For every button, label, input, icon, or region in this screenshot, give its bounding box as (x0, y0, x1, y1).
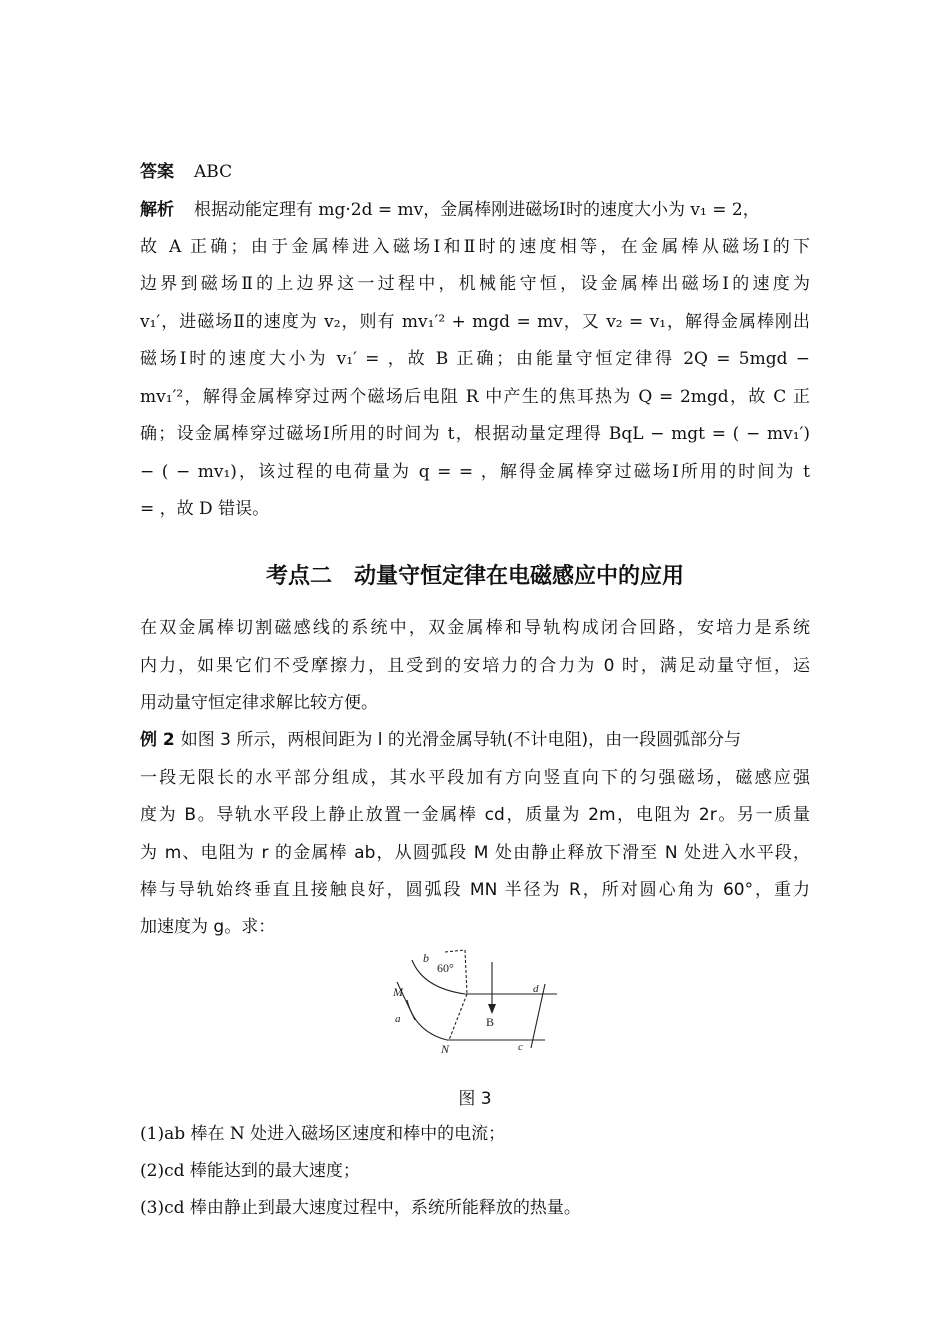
example-line-5: 棒与导轨始终垂直且接触良好，圆弧段 MN 半径为 R，所对圆心角为 60°，重力 (140, 880, 810, 900)
label-angle: 60° (437, 961, 454, 975)
answer-label: 答案 (140, 162, 174, 182)
label-B: B (486, 1015, 495, 1029)
question-2: (2)cd 棒能达到的最大速度； (140, 1161, 360, 1181)
analysis-line-6: mv₁′²，解得金属棒穿过两个磁场后电阻 R 中产生的焦耳热为 Q = 2mgd，故 C 正 (140, 387, 810, 407)
answer-value: ABC (194, 162, 233, 182)
radius-dash-1 (445, 950, 465, 952)
rail-diagram-figure (385, 942, 565, 1062)
analysis-line-8: − ( − mv₁)，该过程的电荷量为 q = = ，解得金属棒穿过磁场Ⅰ所用的时间为 t (140, 462, 810, 482)
analysis-line-2: 故 A 正确；由于金属棒进入磁场Ⅰ和Ⅱ时的速度相等，在金属棒从磁场Ⅰ的下 (140, 237, 810, 257)
question-1: (1)ab 棒在 N 处进入磁场区速度和棒中的电流； (140, 1124, 506, 1144)
figure-caption: 图 3 (458, 1089, 492, 1109)
intro-line-3: 用动量守恒定律求解比较方便。 (140, 693, 378, 713)
boundary-dash (449, 994, 467, 1040)
label-b: b (423, 951, 429, 965)
label-d: d (533, 983, 539, 995)
label-N: N (441, 1042, 450, 1056)
analysis-text: 根据动能定理有 mg·2d = mv，金属棒刚进磁场Ⅰ时的速度大小为 v₁ = 2， (194, 200, 760, 220)
label-M: M (393, 985, 403, 999)
radius-dash-2 (465, 950, 467, 994)
example-line-3: 度为 B。导轨水平段上静止放置一金属棒 cd，质量为 2m，电阻为 2r。另一质量 (140, 805, 810, 825)
analysis-line-5: 磁场Ⅰ时的速度大小为 v₁′ = ，故 B 正确；由能量守恒定律得 2Q = 5mgd − (140, 349, 810, 369)
example-text: 如图 3 所示，两根间距为 l 的光滑金属导轨(不计电阻)，由一段圆弧部分与 (180, 730, 742, 750)
label-a: a (395, 1013, 401, 1025)
section-title: 考点二 动量守恒定律在电磁感应中的应用 (265, 564, 684, 589)
example-line-1 (140, 728, 810, 752)
analysis-line-1 (140, 198, 810, 222)
bottom-rail (407, 1000, 545, 1040)
answer-line (140, 160, 810, 184)
label-c: c (518, 1041, 523, 1053)
analysis-line-7: 确；设金属棒穿过磁场Ⅰ所用的时间为 t，根据动量定理得 BqL − mgt = ( − mv₁′) (140, 424, 810, 444)
intro-line-1: 在双金属棒切割磁感线的系统中，双金属棒和导轨构成闭合回路，安培力是系统 (140, 618, 810, 638)
field-arrow-head (488, 1004, 496, 1014)
analysis-label: 解析 (140, 200, 174, 220)
analysis-line-9: = ，故 D 错误。 (140, 499, 270, 519)
analysis-line-4: v₁′，进磁场Ⅱ的速度为 v₂，则有 mv₁′² + mgd = mv，又 v₂ = v₁，解得金属棒刚出 (140, 312, 810, 332)
example-line-4: 为 m、电阻为 r 的金属棒 ab，从圆弧段 M 处由静止释放下滑至 N 处进入水平段， (140, 843, 810, 863)
example-line-6: 加速度为 g。求： (140, 917, 276, 937)
example-line-2: 一段无限长的水平部分组成，其水平段加有方向竖直向下的匀强磁场，磁感应强 (140, 768, 810, 788)
analysis-line-3: 边界到磁场Ⅱ的上边界这一过程中，机械能守恒，设金属棒出磁场Ⅰ的速度为 (140, 274, 810, 294)
question-3: (3)cd 棒由静止到最大速度过程中，系统所能释放的热量。 (140, 1198, 581, 1218)
intro-line-2: 内力，如果它们不受摩擦力，且受到的安培力的合力为 0 时，满足动量守恒，运 (140, 656, 810, 676)
example-label: 例 2 (140, 730, 175, 750)
